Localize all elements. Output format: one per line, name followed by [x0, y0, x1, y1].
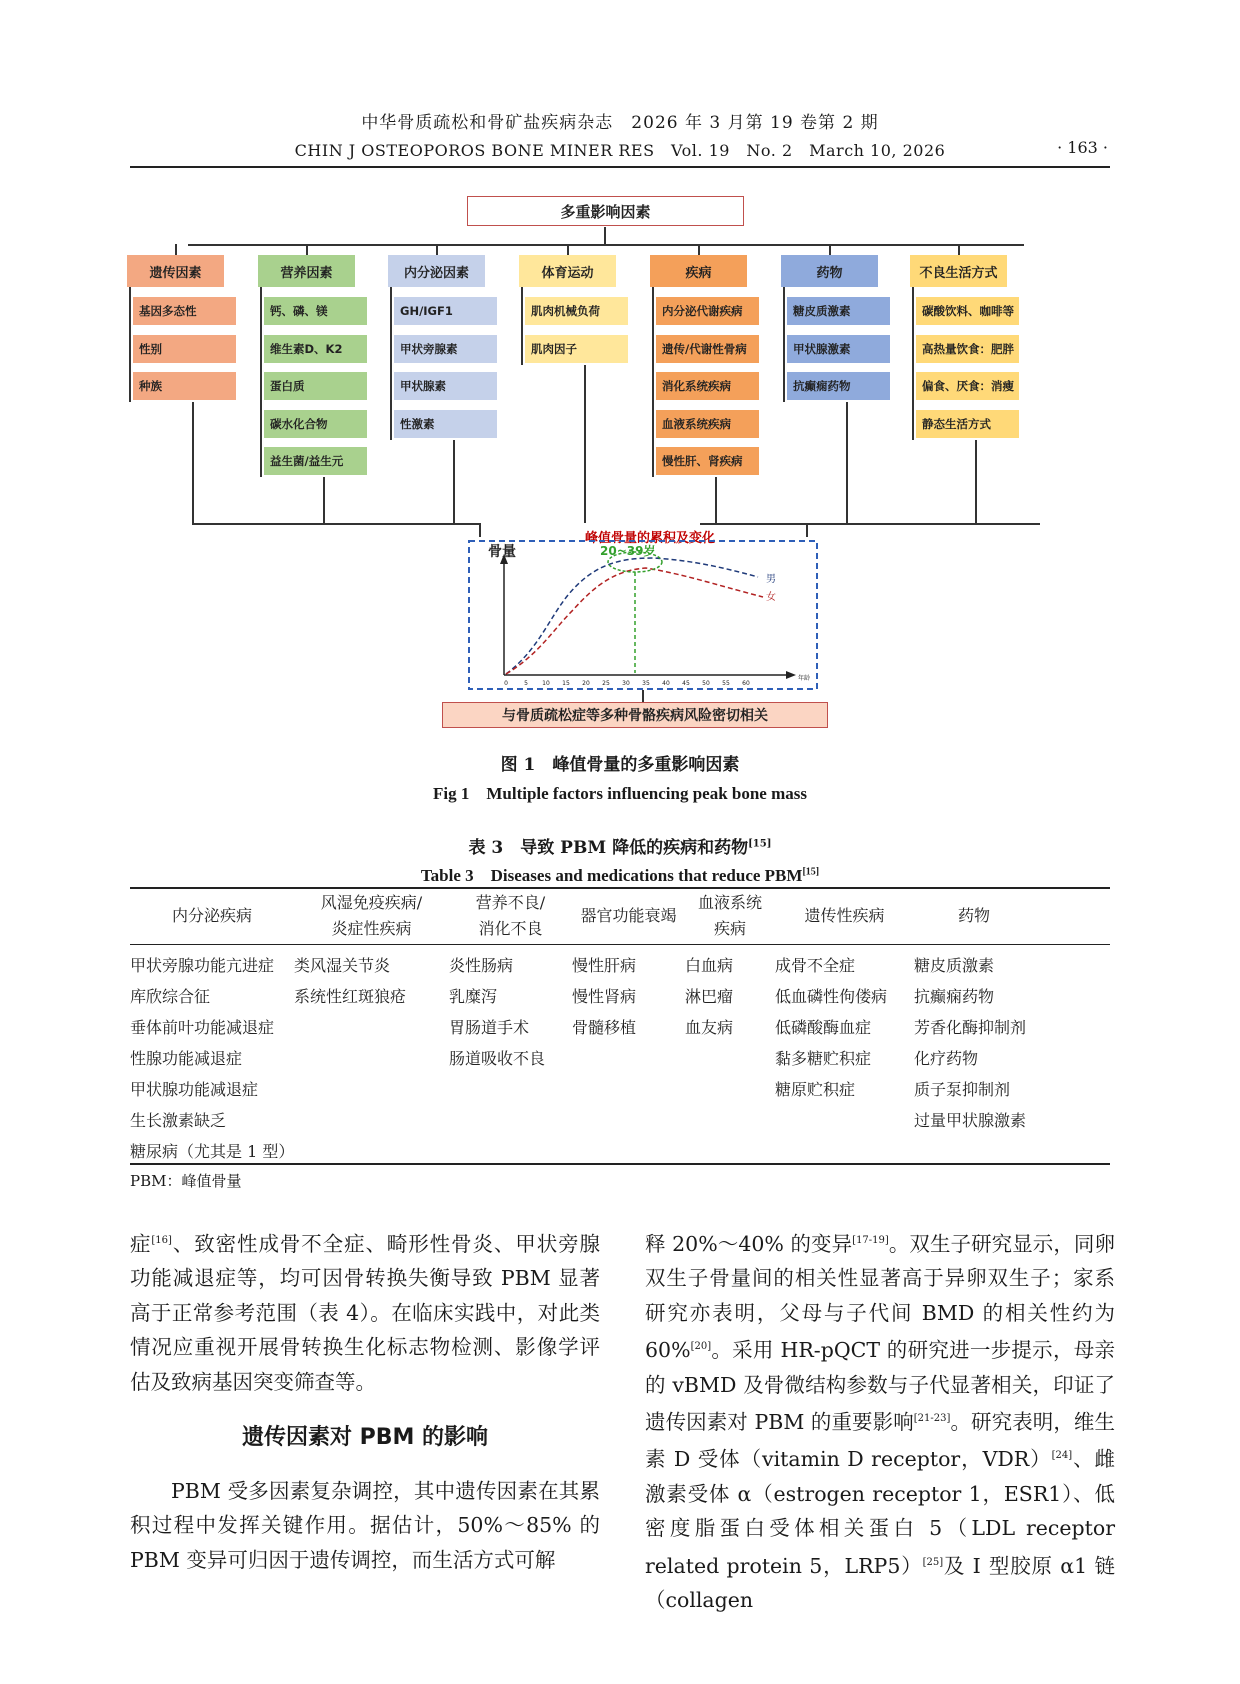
x-tick-label: 10 [542, 680, 550, 687]
factor-item: 基因多态性 [133, 297, 236, 325]
table-cell: 白血病 [685, 956, 734, 975]
group-connector [958, 244, 960, 255]
top-horizontal-bus [188, 244, 1024, 246]
age-range-label: 20~39岁 [600, 544, 656, 558]
group-bottom-connector [323, 477, 325, 523]
table-header-line: 消化不良 [478, 919, 543, 938]
factor-group-head: 遗传因素 [127, 255, 224, 287]
table-header-line: 药物 [957, 906, 990, 925]
peak-bone-mass-chart [468, 540, 818, 690]
paragraph [130, 1224, 600, 1399]
page-number: · 163 · [1057, 138, 1108, 157]
table-cell: 低磷酸酶血症 [775, 1018, 872, 1037]
factor-item: GH/IGF1 [394, 297, 497, 325]
citation: [16] [151, 1235, 172, 1246]
group-bottom-connector [584, 365, 586, 523]
text-run: 释 20%～40% 的变异 [645, 1231, 853, 1256]
group-item-spine [521, 287, 523, 365]
group-bottom-connector [453, 440, 455, 523]
table-cell: 芳香化酶抑制剂 [914, 1018, 1027, 1037]
figure-caption-cn: 图 1 峰值骨量的多重影响因素 [500, 755, 740, 775]
x-tick-label: 0 [504, 680, 508, 687]
factor-group-head: 体育运动 [519, 255, 616, 287]
table-cell: 系统性红斑狼疮 [294, 987, 407, 1006]
factor-item: 肌肉机械负荷 [525, 297, 628, 325]
table-cell: 糖尿病（尤其是 1 型） [130, 1142, 295, 1161]
male-curve [506, 558, 758, 674]
factor-item: 益生菌/益生元 [264, 447, 367, 475]
table-cell: 成骨不全症 [775, 956, 856, 975]
factor-group-head: 药物 [781, 255, 878, 287]
chart-dashed-frame [469, 541, 817, 689]
factor-item: 糖皮质激素 [787, 297, 890, 325]
y-axis-label: 骨量 [488, 544, 516, 560]
factor-item: 钙、磷、镁 [264, 297, 367, 325]
factor-group-head: 内分泌因素 [388, 255, 485, 287]
journal-header-cn: 中华骨质疏松和骨矿盐疾病杂志 2026 年 3 月第 19 卷第 2 期 [361, 113, 879, 133]
legend-female: 女 [766, 592, 776, 603]
group-item-spine [783, 287, 785, 402]
text-run: 。采用 HR-pQCT 的研究进一步提示，母亲的 vBMD 及骨微结构参数与子代显著相关，印证了遗传因素对 PBM 的重要影响 [645, 1338, 1115, 1434]
factor-item: 碳水化合物 [264, 410, 367, 438]
table-header-rule [130, 944, 1110, 945]
x-axis-label: 年龄 [798, 675, 811, 682]
factor-item: 性别 [133, 335, 236, 363]
factor-item: 肌肉因子 [525, 335, 628, 363]
x-tick-label: 35 [642, 680, 650, 687]
paragraph: PBM 受多因素复杂调控，其中遗传因素在其累积过程中发挥关键作用。据估计，50%～85% 的 PBM 变异可归因于遗传调控，而生活方式可解 [130, 1478, 600, 1572]
table-cell: 过量甲状腺激素 [914, 1111, 1027, 1130]
citation: [21-23] [913, 1413, 951, 1425]
table-header-cell [775, 903, 914, 929]
table-header-line: 血液系统 [697, 893, 762, 912]
left-merge-drop [479, 523, 481, 537]
group-connector [436, 244, 438, 255]
table-header-cell [449, 890, 572, 942]
x-tick-labels [504, 680, 750, 687]
x-tick-label: 20 [582, 680, 590, 687]
table-header-line: 器官功能衰竭 [580, 906, 677, 925]
factor-item: 蛋白质 [264, 372, 367, 400]
table-header-line: 遗传性疾病 [804, 906, 885, 925]
factor-item: 高热量饮食：肥胖 [916, 335, 1019, 363]
table-caption-ref: [15] [748, 838, 772, 850]
factor-item: 维生素D、K2 [264, 335, 367, 363]
table-cell: 糖原贮积症 [775, 1080, 856, 1099]
table-cell: 炎性肠病 [449, 956, 514, 975]
table-cell: 慢性肝病 [572, 956, 637, 975]
x-tick-label: 45 [682, 680, 690, 687]
factor-item: 性激素 [394, 410, 497, 438]
left-merge-line [192, 523, 480, 525]
right-column [645, 1224, 1115, 1618]
group-item-spine [390, 287, 392, 440]
right-merge-line [700, 523, 1040, 525]
risk-box: 与骨质疏松症等多种骨骼疾病风险密切相关 [442, 702, 828, 728]
factor-item: 遗传/代谢性骨病 [656, 335, 759, 363]
table-cell: 化疗药物 [914, 1049, 979, 1068]
factor-item: 消化系统疾病 [656, 372, 759, 400]
table-header-line: 疾病 [713, 919, 746, 938]
factor-item: 甲状腺素 [394, 372, 497, 400]
table-top-rule [130, 887, 1110, 889]
group-item-spine [912, 287, 914, 440]
table-cell: 低血磷性佝偻病 [775, 987, 888, 1006]
table-cell: 糖皮质激素 [914, 956, 995, 975]
group-item-spine [260, 287, 262, 477]
x-tick-label: 5 [524, 680, 528, 687]
factor-item: 种族 [133, 372, 236, 400]
table-caption-cn [0, 833, 1240, 858]
table-cell: 生长激素缺乏 [130, 1111, 227, 1130]
table-bottom-rule [130, 1163, 1110, 1165]
figure-caption-en: Fig 1 Multiple factors influencing peak bone mass [432, 784, 807, 803]
table-cell: 淋巴瘤 [685, 987, 734, 1006]
x-tick-label: 60 [742, 680, 750, 687]
factor-item: 偏食、厌食：消瘦 [916, 372, 1019, 400]
table-cell: 性腺功能减退症 [130, 1049, 243, 1068]
table-cell: 甲状旁腺功能亢进症 [130, 956, 275, 975]
section-title: 遗传因素对 PBM 的影响 [241, 1425, 489, 1451]
table-header-line: 风湿免疫疾病/ [320, 893, 423, 912]
table-header-cell [572, 903, 685, 929]
table-caption-cn-text: 表 3 导致 PBM 降低的疾病和药物 [468, 838, 749, 858]
table-cell: 抗癫痫药物 [914, 987, 995, 1006]
peak-title: 峰值骨量的累积及变化 [585, 531, 716, 546]
factor-item: 碳酸饮料、咖啡等 [916, 297, 1019, 325]
group-item-spine [652, 287, 654, 477]
group-bottom-connector [846, 402, 848, 523]
text-run: 症 [130, 1231, 152, 1256]
table-header-cell [294, 890, 449, 942]
table-caption-en-text: Table 3 Diseases and medications that reduce PBM [420, 866, 803, 885]
table-cell: 乳糜泻 [449, 987, 498, 1006]
factor-item: 抗癫痫药物 [787, 372, 890, 400]
x-tick-label: 15 [562, 680, 570, 687]
text-run: 及 Ⅰ 型胶原 α1 链（collagen [645, 1553, 1115, 1613]
paragraph [645, 1224, 1115, 1618]
table-caption-ref-en: [15] [802, 866, 820, 878]
x-tick-label: 30 [622, 680, 630, 687]
group-connector [698, 244, 700, 255]
top-factor-box: 多重影响因素 [467, 196, 744, 226]
table-cell: 类风湿关节炎 [294, 956, 391, 975]
text-run: 。研究表明，维生素 D 受体（vitamin D receptor，VDR） [645, 1409, 1115, 1472]
factor-item: 甲状旁腺素 [394, 335, 497, 363]
text-run: 、致密性成骨不全症、畸形性骨炎、甲状旁腺功能减退症等，均可因骨转换失衡导致 PBM 显著高于正常参考范围（表 4）。在临床实践中，对此类情况应重视开展骨转换生化标志物检测、影像学评估及致病基因突变筛查等。 [130, 1231, 601, 1394]
text-run: 。双生子研究显示，同卵双生子骨量间的相关性显著高于异卵双生子；家系研究亦表明，父母与子代间 BMD 的相关性约为 60% [645, 1231, 1115, 1363]
table-cell: 胃肠道手术 [449, 1018, 530, 1037]
group-connector [306, 244, 308, 255]
table-caption-en [0, 861, 1240, 886]
text-run: 、雌激素受体 α（estrogen receptor 1，ESR1）、低密度脂蛋白受体相关蛋白 5（LDL receptor related protein 5，LRP5） [645, 1447, 1115, 1578]
group-connector [175, 244, 177, 255]
x-tick-label: 25 [602, 680, 610, 687]
factor-group-head: 不良生活方式 [910, 255, 1007, 287]
table-cell: 骨髓移植 [572, 1018, 637, 1037]
table-header-cell [130, 903, 294, 929]
table-header-line: 内分泌疾病 [171, 906, 252, 925]
group-bottom-connector [192, 402, 194, 523]
group-bottom-connector [975, 440, 977, 523]
citation: [25] [922, 1556, 944, 1568]
group-item-spine [129, 287, 131, 402]
x-tick-label: 40 [662, 680, 670, 687]
x-axis-arrow-icon [786, 671, 796, 679]
left-column [130, 1224, 600, 1577]
table-header-line: 炎症性疾病 [331, 919, 412, 938]
factor-group-head: 营养因素 [258, 255, 355, 287]
group-bottom-connector [715, 477, 717, 523]
table-cell: 甲状腺功能减退症 [130, 1080, 259, 1099]
journal-header-en: CHIN J OSTEOPOROS BONE MINER RES Vol. 19 No. 2 March 10, 2026 [294, 141, 946, 160]
table-cell: 肠道吸收不良 [449, 1049, 546, 1068]
factor-item: 内分泌代谢疾病 [656, 297, 759, 325]
factor-item: 慢性肝、肾疾病 [656, 447, 759, 475]
legend-male: 男 [766, 574, 776, 585]
x-tick-label: 50 [702, 680, 710, 687]
group-connector [567, 244, 569, 255]
x-tick-label: 55 [722, 680, 730, 687]
factor-item: 血液系统疾病 [656, 410, 759, 438]
citation: [24] [1051, 1450, 1073, 1462]
top-connector [604, 227, 606, 245]
factor-item: 甲状腺激素 [787, 335, 890, 363]
table-header-line: 营养不良/ [475, 893, 546, 912]
table-header-cell [914, 903, 1034, 929]
citation: [17-19] [852, 1235, 889, 1246]
table-note: PBM：峰值骨量 [130, 1172, 242, 1190]
citation: [20] [690, 1341, 712, 1353]
table-cell: 库欣综合征 [130, 987, 211, 1006]
factor-item: 静态生活方式 [916, 410, 1019, 438]
table-cell: 质子泵抑制剂 [914, 1080, 1011, 1099]
right-merge-drop [806, 523, 808, 537]
table-cell: 血友病 [685, 1018, 734, 1037]
group-connector [829, 244, 831, 255]
table-cell: 垂体前叶功能减退症 [130, 1018, 275, 1037]
table-header-cell [685, 890, 775, 942]
table-cell: 黏多糖贮积症 [775, 1049, 872, 1068]
table-cell: 慢性肾病 [572, 987, 637, 1006]
chart-down-connector [642, 690, 644, 702]
factor-group-head: 疾病 [650, 255, 747, 287]
